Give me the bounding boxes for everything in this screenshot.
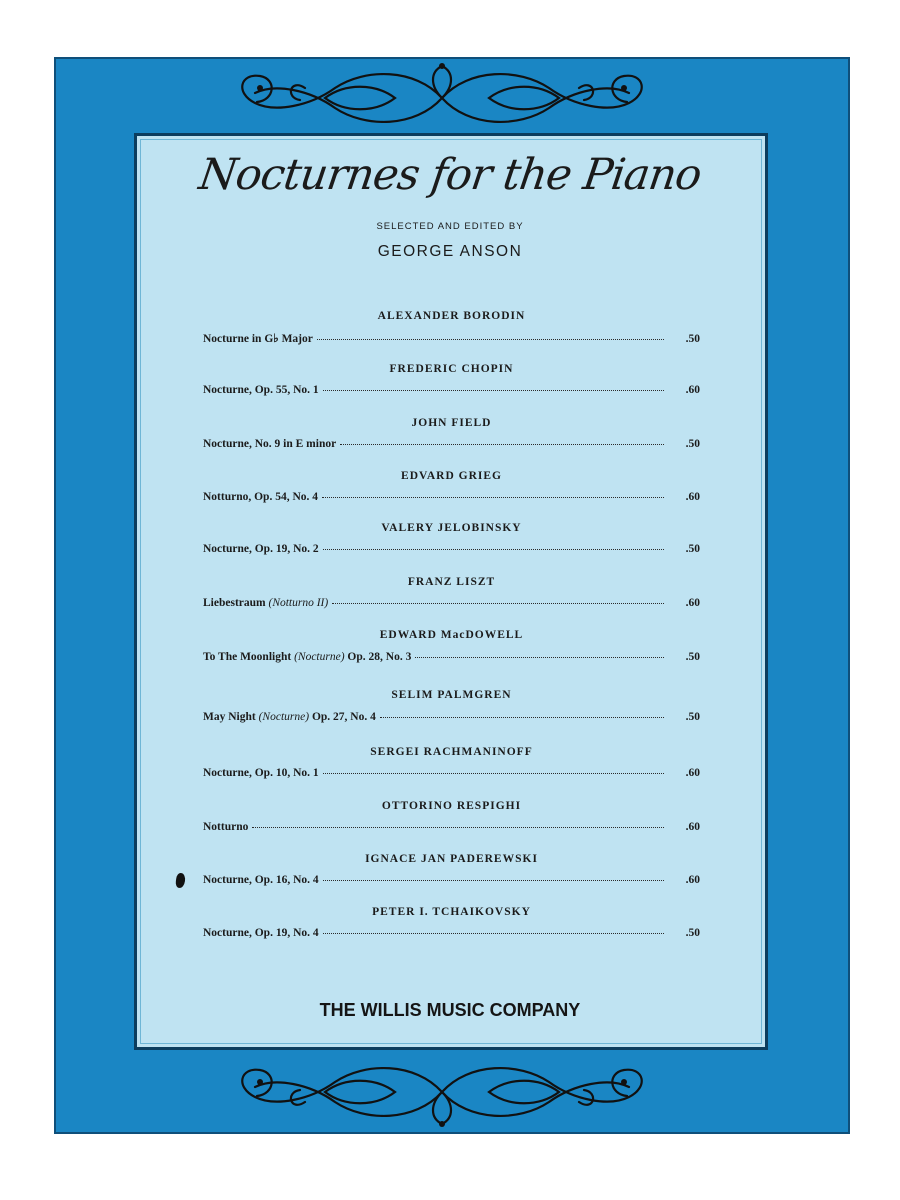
contents-entry [203, 746, 700, 786]
piece-line [203, 491, 700, 503]
price: .60 [685, 384, 700, 396]
piece-line [203, 543, 700, 555]
piece-line [203, 651, 700, 663]
piece-line [203, 331, 700, 345]
leader-dots [323, 390, 664, 391]
contents-entry [203, 310, 700, 350]
editor-name: GEORGE ANSON [377, 243, 523, 260]
contents-entry [203, 576, 700, 616]
price: .60 [685, 767, 700, 779]
price: .50 [685, 543, 700, 555]
price: .50 [685, 927, 700, 939]
piece-line [203, 927, 700, 939]
leader-dots [317, 339, 664, 340]
contents-entry [203, 629, 700, 669]
price: .50 [685, 651, 700, 663]
piece-title: Nocturne, Op. 10, No. 1 [203, 767, 319, 779]
price: .60 [685, 597, 700, 609]
piece-title: Nocturne, Op. 19, No. 2 [203, 543, 319, 555]
piece-line [203, 438, 700, 450]
piece-title: Nocturne, Op. 16, No. 4 [203, 874, 319, 886]
contents-entry [203, 417, 700, 457]
piece-title: To The Moonlight (Nocturne) Op. 28, No. 3 [203, 651, 412, 663]
price: .50 [685, 438, 700, 450]
composer-name: IGNACE JAN PADEREWSKI [365, 853, 538, 865]
price: .60 [685, 821, 700, 833]
piece-line [203, 711, 700, 723]
piece-line [203, 874, 700, 886]
contents-entry [203, 906, 700, 946]
piece-title: Nocturne, No. 9 in E minor [203, 438, 337, 450]
piece-line [203, 597, 700, 609]
composer-name: JOHN FIELD [411, 417, 492, 429]
price: .60 [685, 491, 700, 503]
composer-name: ALEXANDER BORODIN [377, 310, 526, 322]
flourish-bottom-ornament [215, 1052, 670, 1132]
contents-entry [203, 853, 700, 893]
piece-title: Nocturne, Op. 19, No. 4 [203, 927, 319, 939]
leader-dots [415, 657, 664, 658]
piece-title: May Night (Nocturne) Op. 27, No. 4 [203, 711, 376, 723]
composer-name: OTTORINO RESPIGHI [381, 800, 522, 812]
piece-title: Nocturne, Op. 55, No. 1 [203, 384, 319, 396]
leader-dots [323, 773, 664, 774]
composer-name: SELIM PALMGREN [391, 689, 512, 701]
piece-title: Nocturne in G♭ Major [203, 333, 313, 345]
publisher-name: THE WILLIS MUSIC COMPANY [319, 1000, 581, 1020]
piece-title: Notturno, Op. 54, No. 4 [203, 491, 319, 503]
leader-dots [252, 827, 664, 828]
leader-dots [323, 933, 664, 934]
composer-name: VALERY JELOBINSKY [381, 522, 522, 534]
leader-dots [323, 880, 664, 881]
leader-dots [323, 549, 664, 550]
price: .50 [685, 333, 700, 345]
leader-dots [332, 603, 664, 604]
editor-credit-label: SELECTED AND EDITED BY [376, 221, 524, 232]
contents-entry [203, 689, 700, 729]
composer-name: EDVARD GRIEG [401, 470, 502, 482]
composer-name: PETER I. TCHAIKOVSKY [372, 906, 531, 918]
leader-dots [340, 444, 664, 445]
composer-name: SERGEI RACHMANINOFF [370, 746, 533, 758]
contents-entry [203, 522, 700, 562]
leader-dots [322, 497, 664, 498]
piece-title: Liebestraum (Notturno II) [203, 597, 329, 609]
flourish-top-ornament [215, 58, 670, 138]
composer-name: FREDERIC CHOPIN [389, 363, 514, 375]
composer-name: EDWARD MacDOWELL [379, 629, 524, 641]
piece-line [203, 767, 700, 779]
composer-name: FRANZ LISZT [407, 576, 496, 588]
price: .50 [685, 711, 700, 723]
contents-entry [203, 470, 700, 510]
page-title: Nocturnes for the Piano [195, 150, 705, 200]
contents-entry [203, 363, 700, 403]
piece-title: Notturno [203, 821, 249, 833]
piece-line [203, 821, 700, 833]
price: .60 [685, 874, 700, 886]
piece-line [203, 384, 700, 396]
leader-dots [380, 717, 664, 718]
contents-entry [203, 800, 700, 840]
